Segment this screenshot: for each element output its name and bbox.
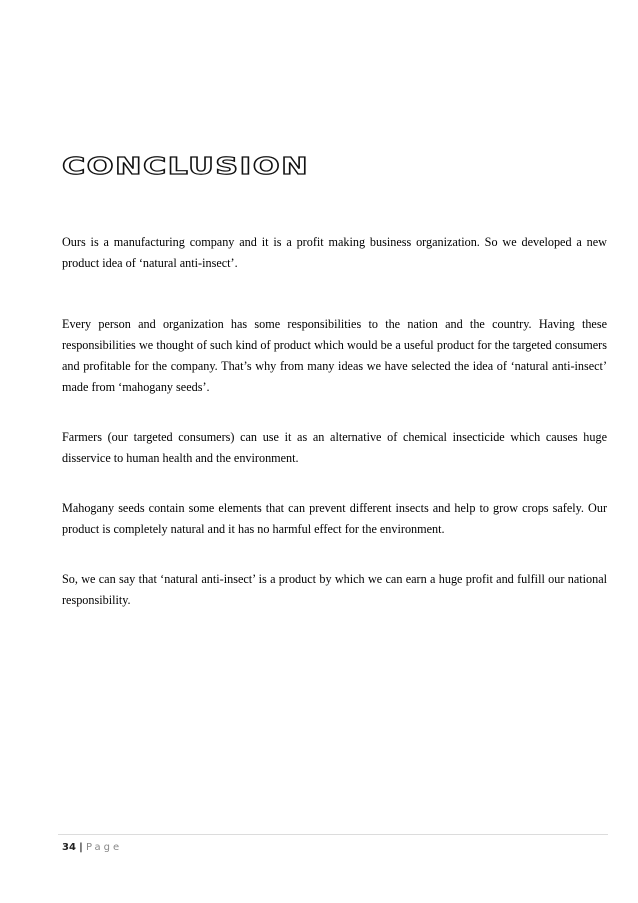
page-title: CONCLUSION (62, 154, 310, 180)
paragraph: Ours is a manufacturing company and it is a profit making business organization. So we developed a new product idea of ‘natural anti-insect’. (62, 235, 607, 270)
page-number: 34 (62, 842, 76, 853)
footer-separator: | (79, 842, 83, 853)
conclusion-body (62, 232, 607, 611)
paragraph: Mahogany seeds contain some elements that can prevent different insects and help to grow crops safely. Our product is completely natural and it has no harmful effect for the environment. (62, 501, 607, 536)
paragraph: Farmers (our targeted consumers) can use it as an alternative of chemical insecticide which causes huge disservice to human health and the environment. (62, 430, 607, 465)
paragraph: So, we can say that ‘natural anti-insect’ is a product by which we can earn a huge profit and fulfill our national responsibility. (62, 572, 607, 607)
page-label: Page (85, 842, 123, 853)
footer-divider (58, 834, 608, 835)
paragraph: Every person and organization has some responsibilities to the nation and the country. Having these responsibilities we thought of such kind of product which would be a useful product for the targeted consumers and profitable for the company. That’s why from many ideas we have selected the idea of ‘natural anti-insect’ made from ‘mahogany seeds’. (62, 317, 607, 394)
page-footer (62, 842, 122, 853)
